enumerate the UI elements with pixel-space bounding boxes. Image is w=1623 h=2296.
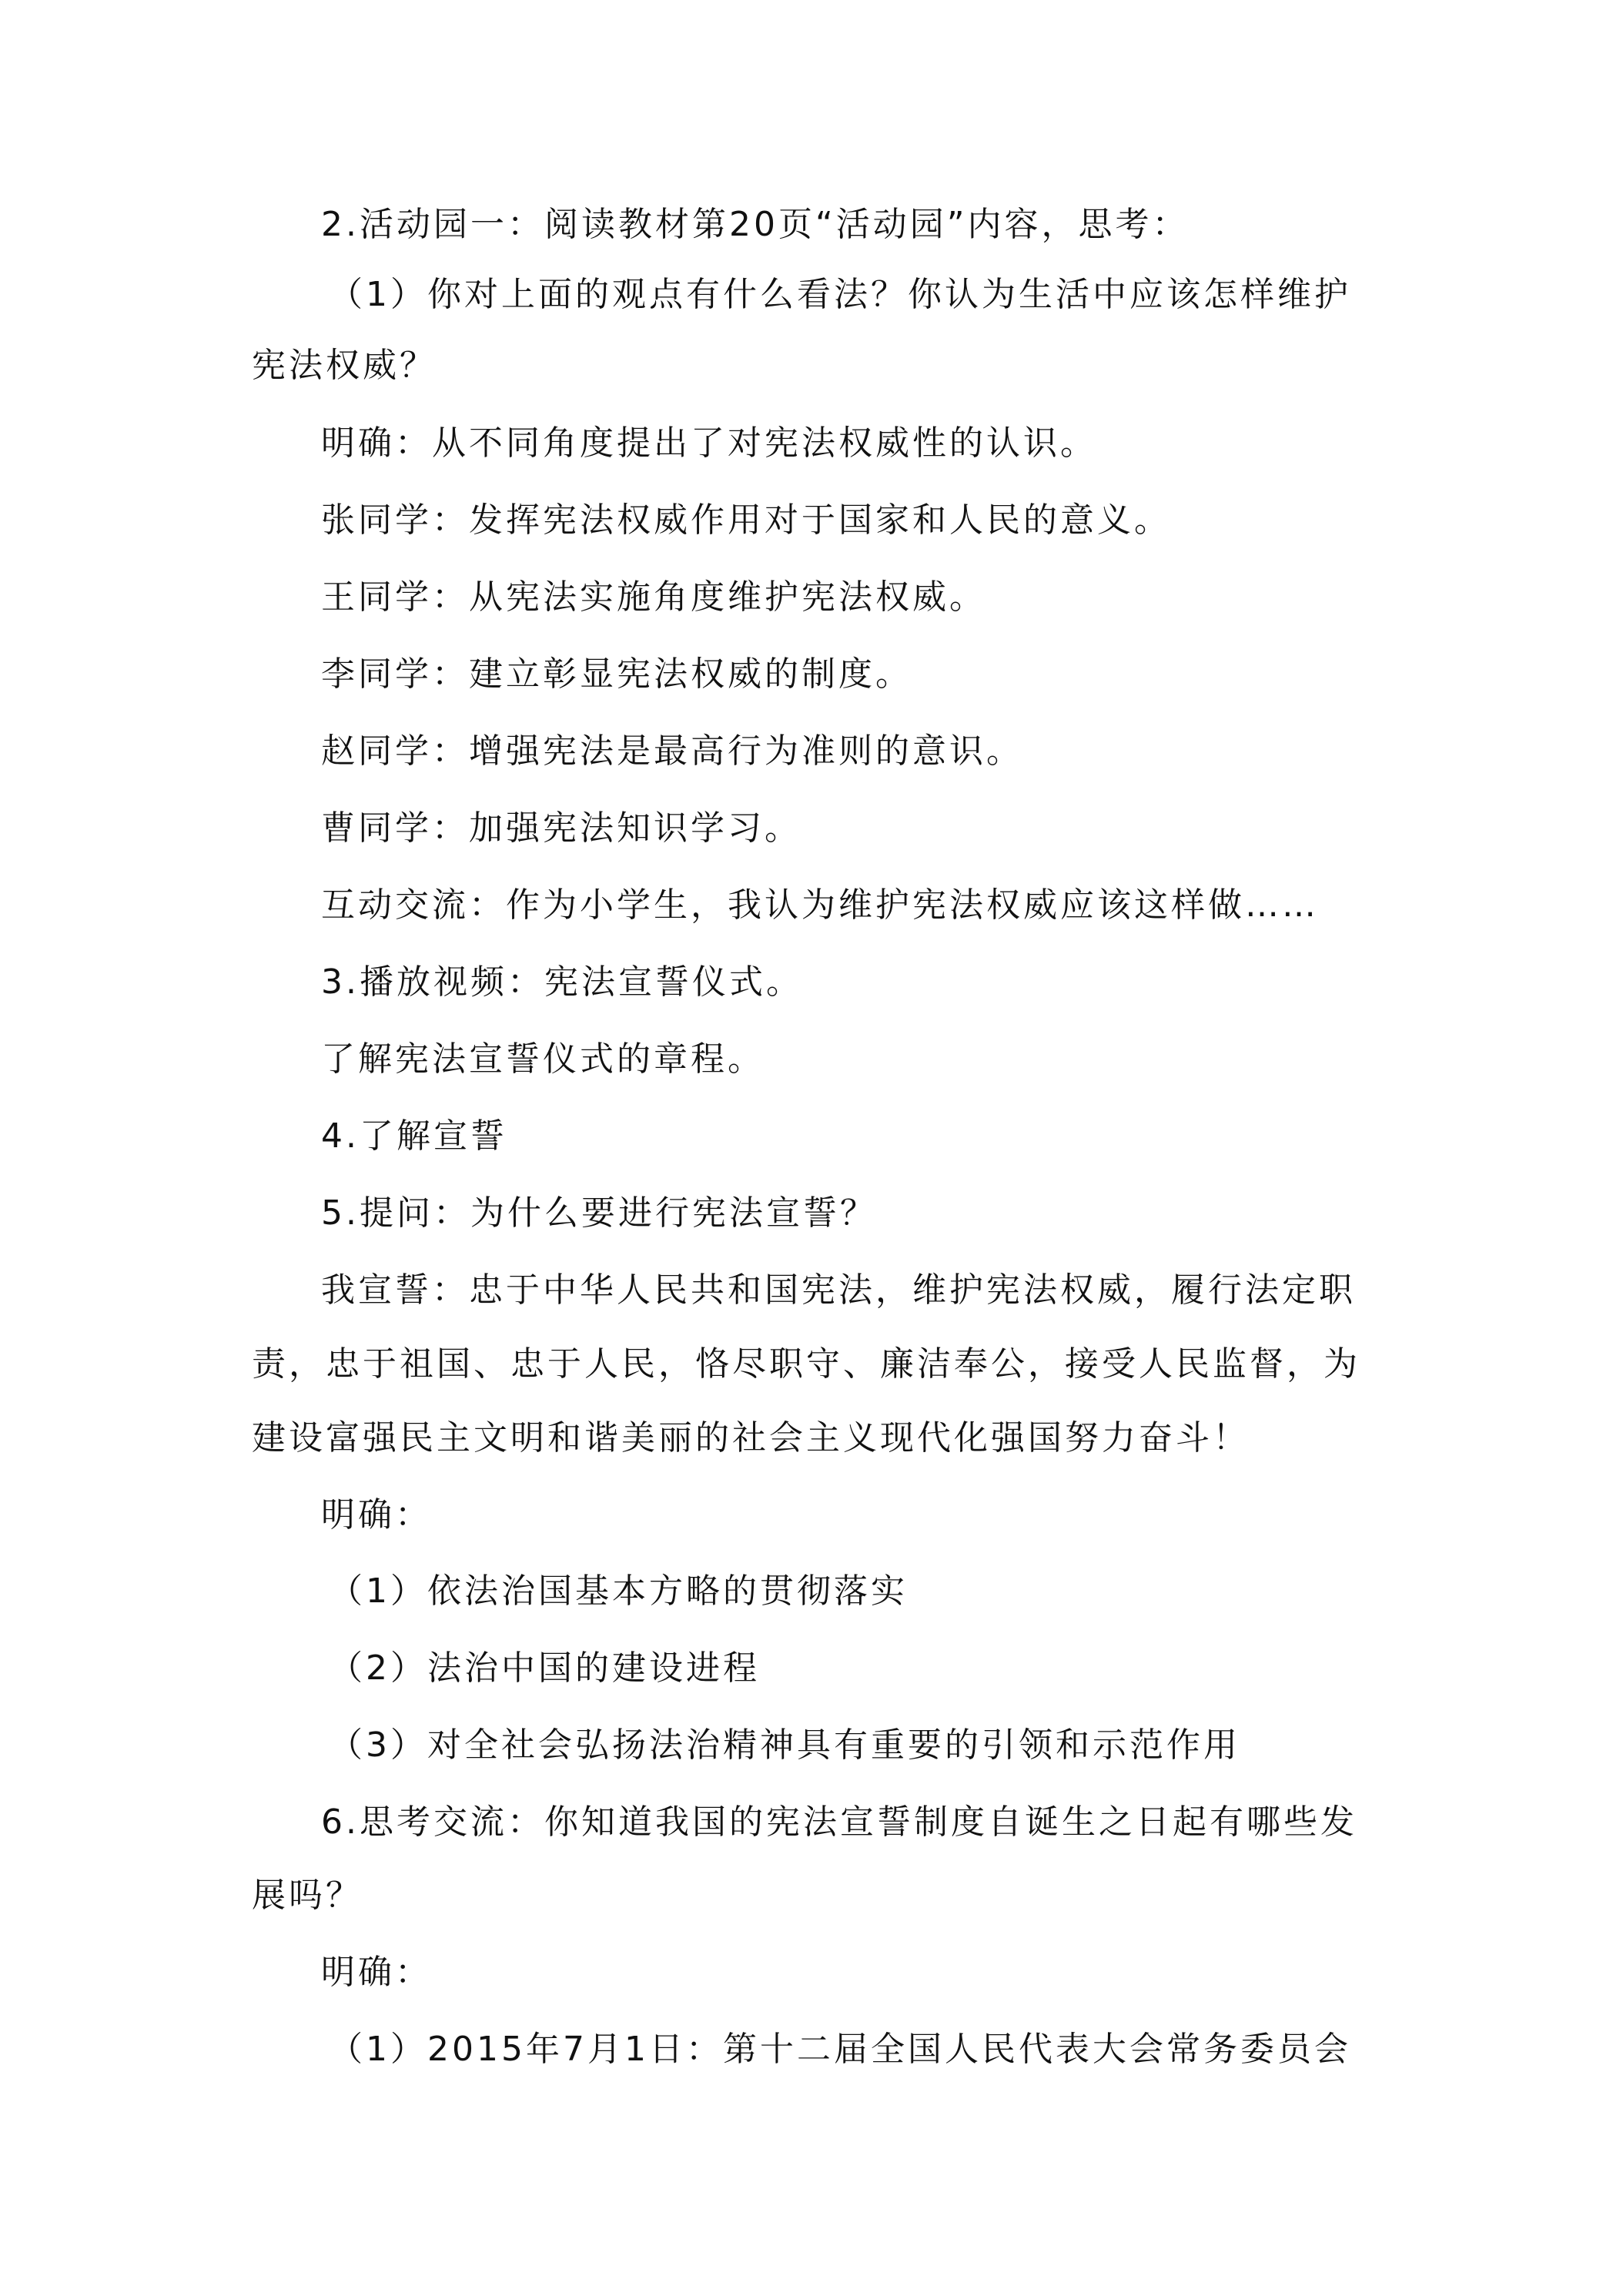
text-line: （1）2015年7月1日：第十二届全国人民代表大会常务委员会 [329, 2030, 1351, 2069]
text-line: （3）对全社会弘扬法治精神具有重要的引领和示范作用 [329, 1725, 1240, 1765]
text-line: 2.活动园一：阅读教材第20页“活动园”内容，思考： [321, 205, 1190, 244]
text-line: 展吗？ [252, 1876, 363, 1915]
text-line: （2）法治中国的建设进程 [329, 1648, 760, 1688]
text-line: （1）你对上面的观点有什么看法？你认为生活中应该怎样维护 [329, 275, 1351, 314]
text-line: 赵同学：增强宪法是最高行为准则的意识。 [321, 731, 1023, 771]
text-line: 了解宪法宣誓仪式的章程。 [321, 1039, 765, 1079]
text-line: （1）依法治国基本方略的贯彻落实 [329, 1571, 908, 1611]
text-line: 宪法权威？ [252, 346, 437, 385]
text-line: 明确： [321, 1953, 432, 1992]
text-line: 王同学：从宪法实施角度维护宪法权威。 [321, 577, 986, 617]
text-line: 4.了解宣誓 [321, 1116, 507, 1156]
text-line: 6.思考交流：你知道我国的宪法宣誓制度自诞生之日起有哪些发 [321, 1802, 1357, 1842]
text-line: 明确：从不同角度提出了对宪法权威性的认识。 [321, 423, 1097, 463]
text-line: 张同学：发挥宪法权威作用对于国家和人民的意义。 [321, 500, 1171, 540]
text-line: 互动交流：作为小学生，我认为维护宪法权威应该这样做…… [321, 885, 1319, 925]
text-line: 3.播放视频：宪法宣誓仪式。 [321, 962, 803, 1002]
text-line: 明确： [321, 1495, 432, 1535]
text-line: 建设富强民主文明和谐美丽的社会主义现代化强国努力奋斗！ [252, 1418, 1250, 1458]
text-line: 5.提问：为什么要进行宪法宣誓？ [321, 1193, 877, 1233]
text-line: 李同学：建立彰显宪法权威的制度。 [321, 654, 912, 694]
text-line: 我宣誓：忠于中华人民共和国宪法，维护宪法权威，履行法定职 [321, 1270, 1356, 1310]
text-line: 责，忠于祖国、忠于人民，恪尽职守、廉洁奉公，接受人民监督，为 [252, 1344, 1360, 1384]
text-line: 曹同学：加强宪法知识学习。 [321, 808, 801, 848]
